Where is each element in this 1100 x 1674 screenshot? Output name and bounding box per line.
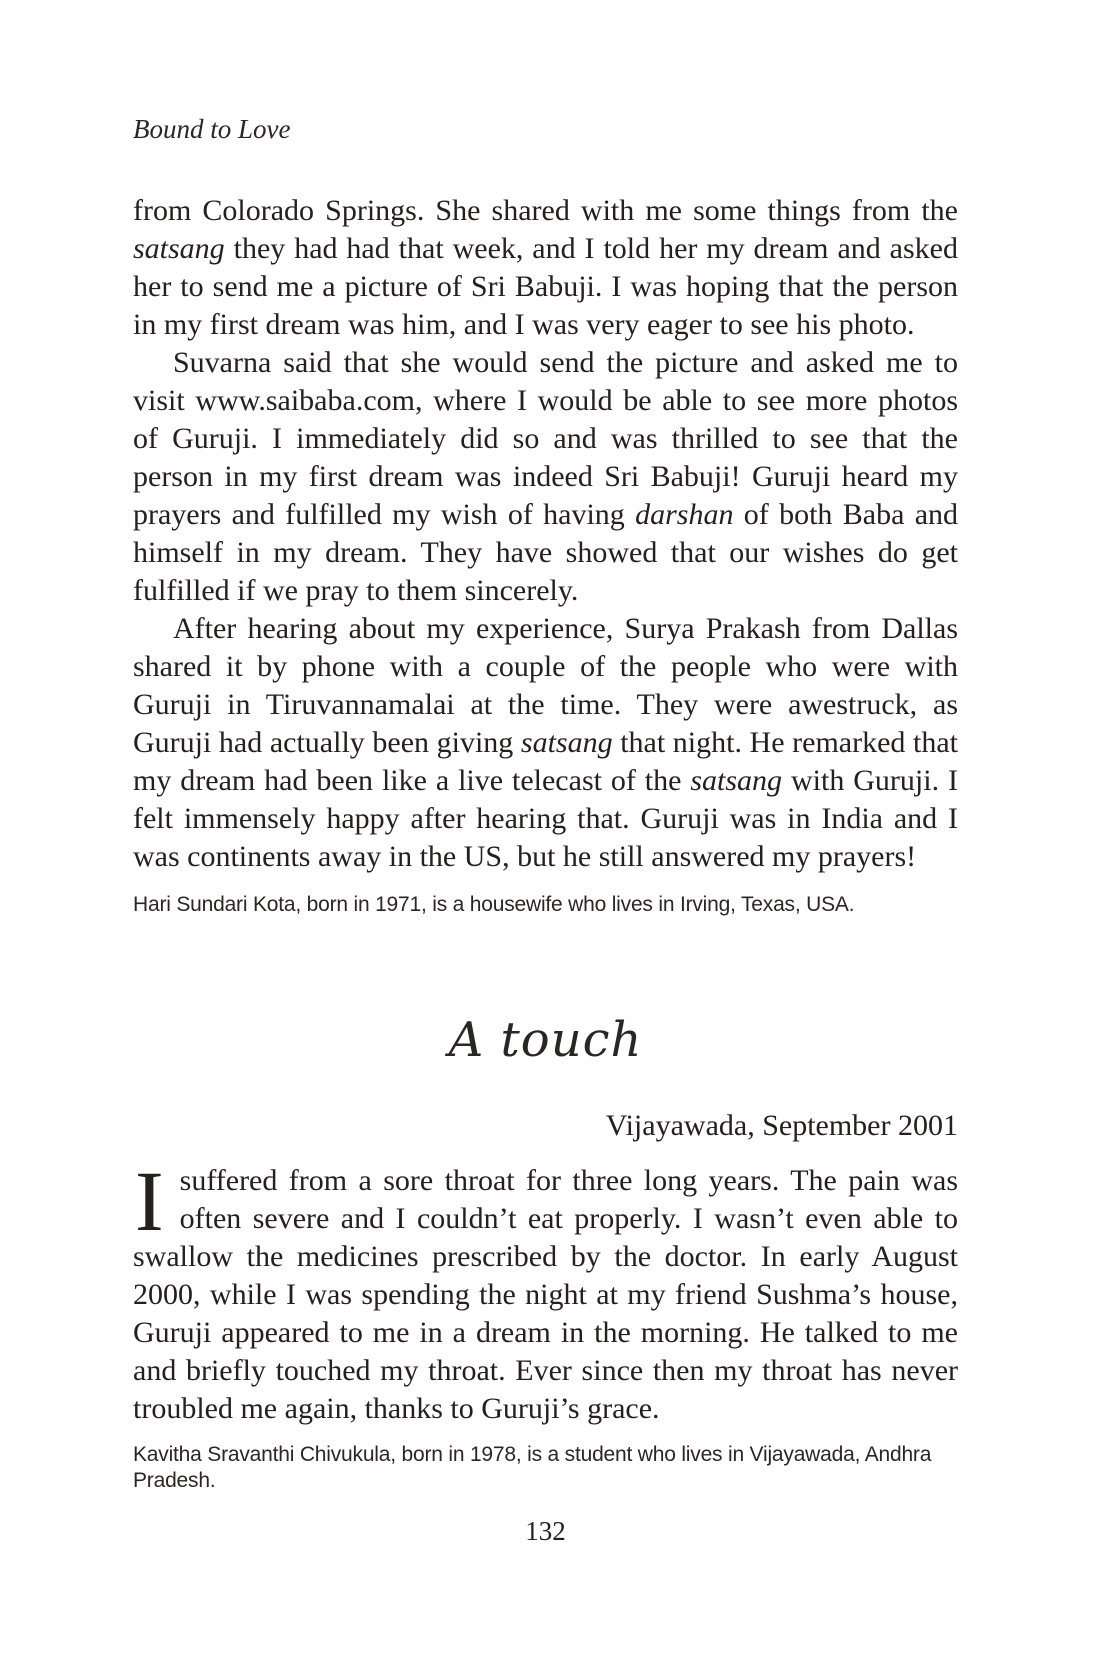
- story-paragraph: [133, 1153, 958, 1428]
- author-attribution: Kavitha Sravanthi Chivukula, born in 1978, is a student who lives in Vijayawada, Andhra Pradesh.: [133, 1443, 932, 1492]
- italic-term: satsang: [520, 726, 613, 759]
- dateline: Vijayawada, September 2001: [605, 1109, 958, 1142]
- paragraph-text: After hearing about my experience, Surya Prakash from Dallas shared it by phone with a couple of the people who were with Guruji in Tiruvannamalai at the time. They were awestruck, as Guruji had actually been giving: [133, 612, 958, 759]
- paragraph-text: of both Baba and himself in my dream. They have showed that our wishes do get fulfilled if we pray to them sincerely.: [133, 498, 959, 607]
- story-a-touch: [133, 1008, 958, 1494]
- running-head: Bound to Love: [133, 114, 291, 144]
- story-paragraph: [133, 610, 958, 876]
- story-paragraphs: [133, 192, 958, 876]
- italic-term: satsang: [690, 764, 783, 797]
- paragraph-text: suffered from a sore throat for three long years. The pain was often severe and I couldn’t eat properly. I wasn’t even able to swallow the medicines prescribed by the doctor. In early August 2000, while I was spending the night at my friend Sushma’s house, Guruji appeared to me in a dream in the morning. He talked to me and briefly touched my throat. Ever since then my throat has never troubled me again, thanks to Guruji’s grace.: [133, 1164, 958, 1425]
- story-title: A touch: [448, 1012, 643, 1068]
- story-first: [133, 192, 958, 918]
- paragraph-text: they had had that week, and I told her my dream and asked her to send me a picture of Sri Babuji. I was hoping that the person in my first dream was him, and I was very eager to see his photo.: [133, 232, 958, 341]
- author-attribution: Hari Sundari Kota, born in 1971, is a housewife who lives in Irving, Texas, USA.: [133, 893, 855, 916]
- paragraph-text: Suvarna said that she would send the picture and asked me to visit www.saibaba.com, where I would be able to see more photos of Guruji. I immediately did so and was thrilled to see that the person in my first dream was indeed Sri Babuji! Guruji heard my prayers and fulfilled my wish of having: [133, 346, 958, 531]
- italic-term: darshan: [635, 498, 734, 531]
- drop-cap: I: [135, 1153, 164, 1249]
- paragraph-text: from Colorado Springs. She shared with me some things from the: [133, 194, 958, 227]
- paragraph-text: with Guruji. I felt immensely happy after hearing that. Guruji was in India and I was continents away in the US, but he still answered my prayers!: [133, 764, 958, 873]
- italic-term: satsang: [133, 232, 225, 265]
- story-paragraph: [133, 344, 958, 610]
- story-paragraph: [133, 192, 958, 344]
- paragraph-text: that night. He remarked that my dream had been like a live telecast of the: [133, 726, 958, 797]
- page-number: 132: [525, 1516, 566, 1546]
